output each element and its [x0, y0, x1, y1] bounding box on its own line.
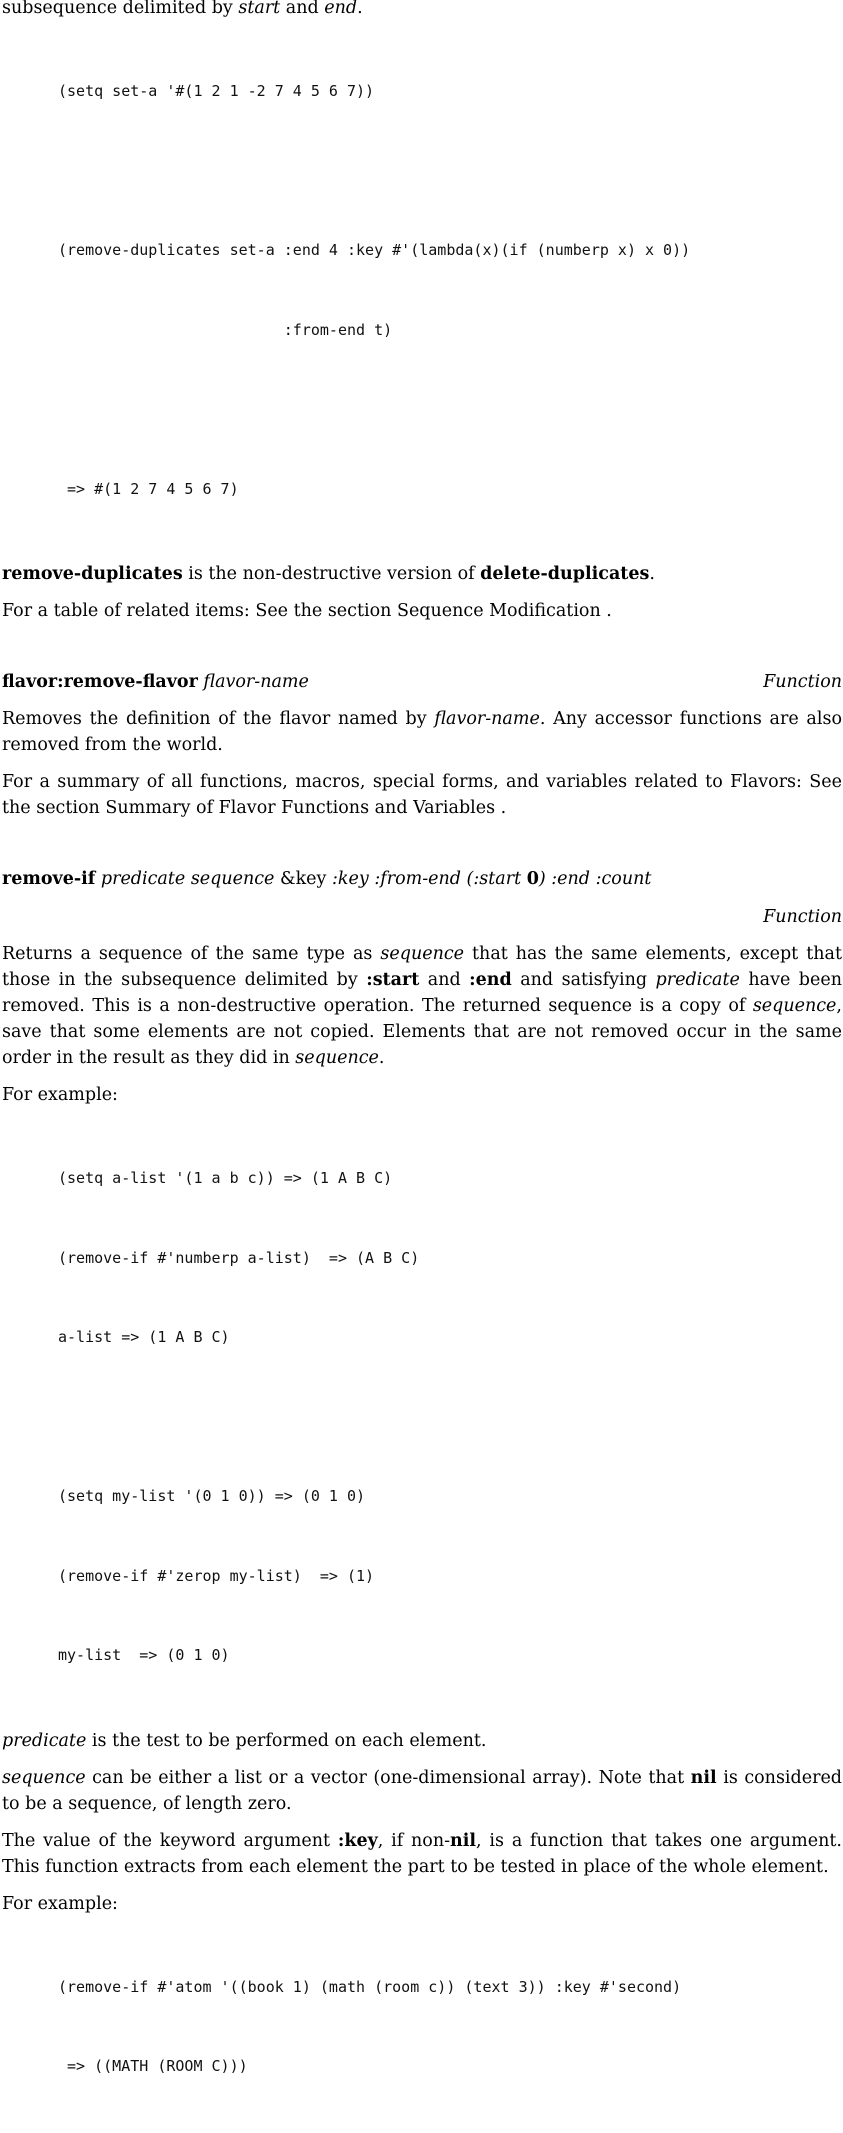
kw-start: :start: [366, 970, 420, 990]
function-name: flavor:remove-flavor: [2, 672, 198, 692]
remove-flavor-description: [2, 706, 842, 758]
note-text: is the non-destructive version of: [182, 564, 481, 584]
for-example-label: For example:: [2, 1893, 118, 1914]
kw-start-default: 0: [526, 869, 539, 889]
kw-key: :key: [337, 1830, 378, 1851]
desc-text: Removes the definition of the flavor named by: [2, 709, 435, 729]
code-line: (remove-if #'atom '((book 1) (math (room c)) (text 3)) :key #'second): [58, 1977, 682, 1996]
kw-start: (:start: [466, 869, 527, 889]
desc-text: , save that some elements are not copied. Elements that are not removed occur in the same order in the result as they did in: [2, 996, 842, 1068]
kw-end: :end: [551, 869, 591, 889]
note-text: .: [649, 564, 655, 584]
desc-text: have been removed. This is a non-destructive operation. The returned sequence is a copy of: [2, 970, 842, 1016]
nil-keyword: nil: [690, 1767, 717, 1788]
arg-predicate: predicate: [655, 970, 740, 990]
note-text: is the test to be performed on each element.: [86, 1730, 487, 1751]
arg-sequence: sequence: [2, 1767, 86, 1788]
entry-signature: [2, 669, 309, 695]
desc-text: and satisfying: [511, 970, 656, 990]
desc-text: and: [419, 970, 470, 990]
intro-text: .: [357, 0, 363, 18]
desc-text: .: [378, 1048, 385, 1068]
arg-sequence: sequence: [295, 1048, 379, 1068]
entry-signature: [2, 869, 651, 889]
kw-count: :count: [595, 869, 652, 889]
desc-text: . Any accessor functions are also removed from the world.: [2, 709, 842, 755]
code-line: (remove-if #'numberp a-list) => (A B C): [58, 1248, 420, 1267]
arg-sequence: sequence: [752, 996, 837, 1016]
arg-flavor-name: flavor-name: [434, 709, 540, 729]
code-line: a-list => (1 A B C): [58, 1328, 230, 1346]
arg-sequence: sequence: [380, 944, 465, 964]
kw-end: :end: [469, 970, 512, 990]
remove-duplicates-note: [2, 561, 842, 587]
code-example-remove-if-key: [2, 1921, 842, 2133]
code-line: [58, 396, 842, 423]
sequence-note: [2, 1765, 842, 1817]
arg-flavor-name: flavor-name: [203, 672, 309, 692]
remove-if-description: [2, 941, 842, 1071]
note-text: is considered to be a sequence, of length zero.: [2, 1767, 843, 1814]
note-text: can be either a list or a vector (one-dimensional array). Note that: [85, 1767, 691, 1788]
intro-text: subsequence delimited by: [2, 0, 239, 18]
nil-keyword: nil: [450, 1830, 477, 1851]
code-line: (setq a-list '(1 a b c)) => (1 A B C): [58, 1169, 393, 1187]
arg-end: end: [324, 0, 358, 18]
arg-predicate: predicate: [2, 1730, 87, 1751]
arg-sequence: sequence: [190, 869, 275, 889]
code-example-remove-if: [2, 1112, 842, 1722]
code-line: [58, 1404, 842, 1431]
code-example-remove-duplicates: [2, 25, 842, 555]
entry-header-remove-if: [2, 866, 842, 930]
code-line: (remove-if #'zerop my-list) => (1): [58, 1566, 375, 1585]
arg-predicate: predicate: [100, 869, 186, 889]
arg-start: start: [238, 0, 281, 18]
sequence-modification-xref[interactable]: For a table of related items: See the section Sequence Modification .: [2, 601, 612, 621]
note-text: , is a function that takes one argument. This function extracts from each element the part to be tested in place of the whole element.: [2, 1830, 842, 1877]
entry-kind: Function: [763, 907, 842, 927]
for-example-label: For example:: [2, 1085, 118, 1105]
key-note: [2, 1828, 842, 1880]
lambda-keyword: &key: [280, 869, 327, 889]
kw-key: :key: [332, 869, 369, 889]
entry-kind: Function: [763, 672, 842, 692]
kw-from-end: :from-end: [374, 869, 461, 889]
note-text: The value of the keyword argument: [2, 1830, 338, 1851]
code-line: (setq set-a '#(1 2 1 -2 7 4 5 6 7)): [58, 82, 375, 100]
code-line: (setq my-list '(0 1 0)) => (0 1 0): [58, 1487, 366, 1505]
intro-text: and: [280, 0, 325, 18]
code-line: my-list => (0 1 0): [58, 1646, 230, 1664]
code-line: [58, 158, 842, 185]
flavor-summary-xref[interactable]: For a summary of all functions, macros, special forms, and variables related to Flavors: See the section Summary of Flavor Functions and Variables .: [2, 772, 842, 818]
kw-start: ): [538, 869, 546, 889]
code-line: => ((MATH (ROOM C))): [58, 2057, 248, 2075]
function-name: delete-duplicates: [480, 564, 650, 584]
code-line: :from-end t): [58, 320, 393, 339]
code-line: => #(1 2 7 4 5 6 7): [58, 479, 239, 498]
desc-text: Returns a sequence of the same type as: [2, 944, 381, 964]
function-name: remove-if: [2, 869, 96, 889]
intro-paragraph: [2, 0, 842, 21]
document-page: [2, 0, 842, 2133]
code-line: (remove-duplicates set-a :end 4 :key #'(lambda(x)(if (numberp x) x 0)): [58, 241, 691, 259]
desc-text: that has the same elements, except that those in the subsequence delimited by: [2, 944, 842, 990]
entry-header-remove-flavor: [2, 669, 842, 695]
function-name: remove-duplicates: [2, 564, 183, 584]
note-text: , if non-: [377, 1830, 451, 1851]
predicate-note: [2, 1728, 842, 1754]
